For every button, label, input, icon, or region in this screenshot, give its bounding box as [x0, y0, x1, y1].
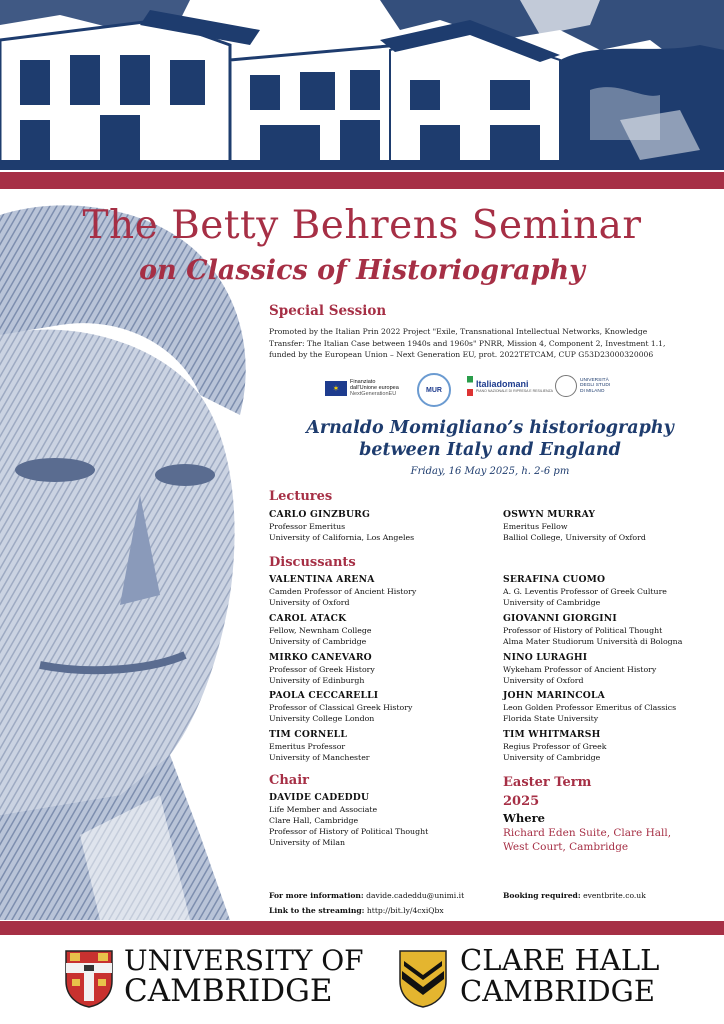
unimi-seal-icon — [555, 375, 577, 397]
person-role: Professor of Classical Greek History — [269, 702, 413, 712]
footer-logos — [0, 935, 724, 1024]
email-link[interactable]: davide.cadeddu@unimi.it — [366, 891, 465, 900]
streaming-info — [269, 903, 464, 918]
eu-label: Finanziato — [350, 379, 376, 385]
person-name: JOHN MARINCOLA — [503, 690, 605, 701]
talk-title-line: between Italy and England — [359, 440, 621, 460]
person-role: Leon Golden Professor Emeritus of Classics — [503, 702, 677, 712]
discussant-entry — [503, 729, 723, 763]
person-affiliation: Alma Mater Studiorum Università di Bologna — [503, 636, 683, 646]
person-affiliation: University College London — [269, 713, 375, 723]
discussant-entry — [503, 652, 723, 686]
mur-logo — [417, 373, 451, 407]
person-affiliation: University of Cambridge — [269, 636, 367, 646]
person-name: TIM CORNELL — [269, 729, 347, 740]
person-role: Professor of History of Political Thought — [503, 625, 663, 635]
italiadomani-label: Italiadomani — [476, 379, 529, 389]
lecturer-entry — [269, 509, 489, 543]
seminar-title: The Betty Behrens Seminar — [82, 203, 642, 248]
clare-line2: CAMBRIDGE — [460, 974, 656, 1008]
promo-line: Promoted by the Italian Prin 2022 Project "Exile, Transnational Intellectual Networks, Knowledge — [269, 327, 648, 336]
where-block — [503, 811, 718, 854]
person-affiliation: University of Oxford — [269, 597, 350, 607]
venue-line: West Court, Cambridge — [503, 841, 629, 853]
portrait-image — [0, 195, 265, 920]
unimi-label: DEGLI STUDI — [580, 383, 611, 389]
more-info-label: For more information: — [269, 891, 364, 900]
person-affiliation: University of Milan — [269, 837, 346, 847]
person-role: Professor Emeritus — [269, 521, 346, 531]
person-role: Regius Professor of Greek — [503, 741, 607, 751]
mur-label: MUR — [426, 386, 442, 394]
discussant-entry — [503, 613, 723, 647]
term-label: Easter Term — [503, 775, 592, 790]
person-role: Life Member and Associate — [269, 804, 378, 814]
cambridge-wordmark — [124, 945, 364, 1007]
info-block — [269, 888, 464, 918]
person-affiliation: Florida State University — [503, 713, 599, 723]
cambridge-line2: CAMBRIDGE — [124, 973, 333, 1009]
person-role: A. G. Leventis Professor of Greek Culture — [503, 586, 667, 596]
unimi-label: DI MILANO — [580, 388, 605, 394]
person-affiliation: University of Cambridge — [503, 752, 601, 762]
person-affiliation: University of Manchester — [269, 752, 370, 762]
person-name: VALENTINA ARENA — [269, 574, 375, 585]
more-info — [269, 888, 464, 903]
discussant-entry — [269, 690, 489, 724]
person-role: Emeritus Professor — [269, 741, 346, 751]
eu-flag-icon: ✶ — [325, 381, 347, 396]
cambridge-line1: UNIVERSITY OF — [124, 944, 364, 977]
top-red-band — [0, 172, 724, 189]
streaming-label: Link to the streaming: — [269, 906, 365, 915]
person-role: Professor of History of Political Thought — [269, 826, 429, 836]
chair-entry — [269, 792, 489, 848]
house-banner-illustration — [0, 0, 724, 170]
person-name: TIM WHITMARSH — [503, 729, 601, 740]
person-affiliation: University of Edinburgh — [269, 675, 365, 685]
term-block — [503, 773, 591, 811]
talk-title-line: Arnaldo Momigliano’s historiography — [306, 418, 674, 438]
streaming-link[interactable]: http://bit.ly/4cxiQbx — [366, 906, 444, 915]
discussant-entry — [269, 729, 489, 763]
italiadomani-sub: PIANO NAZIONALE DI RIPRESA E RESILIENZA — [476, 389, 554, 393]
discussant-entry — [503, 574, 723, 608]
person-name: NINO LURAGHI — [503, 652, 588, 663]
discussant-entry — [269, 613, 489, 647]
lectures-heading: Lectures — [269, 489, 333, 504]
person-name: GIOVANNI GIORGINI — [503, 613, 617, 624]
person-role: Wykeham Professor of Ancient History — [503, 664, 657, 674]
clare-hall-wordmark — [460, 945, 659, 1007]
discussant-entry — [503, 690, 723, 724]
talk-title — [269, 417, 711, 461]
portrait-illustration — [0, 195, 265, 920]
eu-logo — [325, 379, 399, 397]
booking-info — [503, 888, 646, 903]
cambridge-shield-icon — [64, 949, 114, 1009]
person-name: MIRKO CANEVARO — [269, 652, 372, 663]
chair-heading: Chair — [269, 773, 310, 788]
discussant-entry — [269, 574, 489, 608]
promo-line: funded by the European Union – Next Generation EU, prot. 2022TETCAM, CUP G53D23000320006 — [269, 350, 654, 360]
seminar-subtitle: on Classics of Historiography — [139, 255, 585, 286]
unimi-label: UNIVERSITÀ — [580, 377, 609, 383]
booking-label: Booking required: — [503, 891, 581, 900]
person-role: Emeritus Fellow — [503, 521, 568, 531]
discussant-entry — [269, 652, 489, 686]
person-name: DAVIDE CADEDDU — [269, 792, 370, 803]
clare-line1: CLARE HALL — [460, 943, 660, 977]
clare-hall-shield-icon — [398, 949, 448, 1009]
person-name: SERAFINA CUOMO — [503, 574, 606, 585]
funding-logos — [325, 373, 625, 403]
person-affiliation: University of Cambridge — [503, 597, 601, 607]
person-name: CARLO GINZBURG — [269, 509, 371, 520]
italiadomani-logo — [467, 376, 553, 396]
italy-flag-icon — [467, 376, 473, 396]
special-session-heading: Special Session — [269, 303, 387, 319]
eu-label: NextGenerationEU — [350, 391, 397, 397]
talk-date: Friday, 16 May 2025, h. 2-6 pm — [410, 466, 570, 477]
discussants-heading: Discussants — [269, 555, 356, 570]
promotion-text — [269, 326, 709, 361]
person-role: Camden Professor of Ancient History — [269, 586, 417, 596]
house-illustration — [0, 0, 724, 170]
person-role: Fellow, Newnham College — [269, 625, 372, 635]
booking-link[interactable]: eventbrite.co.uk — [583, 891, 646, 900]
eu-label: dall'Unione europea — [350, 385, 399, 391]
term-year: 2025 — [503, 794, 540, 809]
unimi-logo — [555, 375, 610, 397]
person-affiliation: University of Oxford — [503, 675, 584, 685]
person-affiliation: Balliol College, University of Oxford — [503, 532, 646, 542]
person-role: Professor of Greek History — [269, 664, 375, 674]
venue-line: Richard Eden Suite, Clare Hall, — [503, 827, 672, 839]
person-affiliation: Clare Hall, Cambridge — [269, 815, 359, 825]
person-name: CAROL ATACK — [269, 613, 347, 624]
person-name: PAOLA CECCARELLI — [269, 690, 379, 701]
where-heading: Where — [503, 811, 545, 825]
lecturer-entry — [503, 509, 723, 543]
person-affiliation: University of California, Los Angeles — [269, 532, 415, 542]
person-name: OSWYN MURRAY — [503, 509, 596, 520]
promo-line: Transfer: The Italian Case between 1940s and 1960s" PNRR, Mission 4, Component 2, Investment 1.1, — [269, 338, 666, 348]
